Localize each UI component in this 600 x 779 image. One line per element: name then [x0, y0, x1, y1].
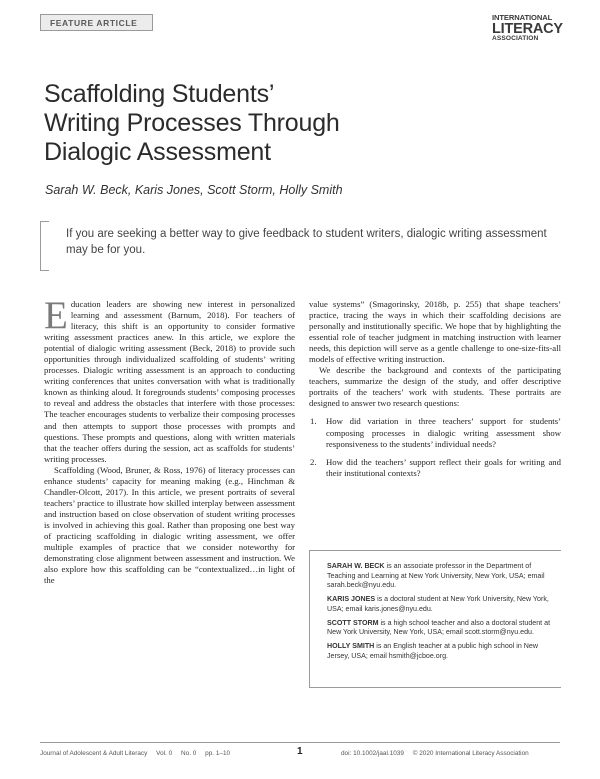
- author-bio-box: [309, 550, 561, 688]
- body-paragraph: [44, 294, 295, 465]
- author-bio: [327, 595, 561, 614]
- deck-bracket: [40, 221, 49, 271]
- author-bio: [327, 642, 561, 661]
- bio-name: SCOTT STORM: [327, 618, 379, 627]
- paragraph-text: ducation leaders are showing new interest in personalized learning and assessment (Barnum, 2018). For teachers of literacy, this shift is an opportunity to consider formative writing assessment practices anew. In this article, we explore the potential of dialogic writing assessment (Beck, 2018) to provide such opportunities through individualized scaffolding of students’ writing processes. Dialogic writing assessment is an approach to conducting writing conferences that unites conversation with what is traditionally known as thinking aloud. It foregrounds students’ composing processes to reveal and address the obstacles that interfere with those processes: The teacher encourages students to verbalize their composing processes and then attempts to support those processes with prompts and questions. These prompts and questions, along with written materials that the teacher offers during the session, act as scaffolds for students’ writing processes.: [44, 299, 295, 464]
- bio-text: is a doctoral student at New York University, New York, USA; email karis.jones@nyu.edu.: [327, 595, 549, 613]
- research-question: [309, 457, 561, 479]
- article-deck: If you are seeking a better way to give feedback to student writers, dialogic writing assessment may be for you.: [66, 228, 547, 256]
- bio-text: is a high school teacher and also a doctoral student at New York University, New York, USA; email scott.storm@nyu.edu.: [327, 618, 551, 637]
- section-label: FEATURE ARTICLE: [40, 14, 153, 31]
- research-question: [309, 416, 561, 449]
- logo-line-2: LITERACY: [492, 20, 563, 37]
- question-text: How did the teachers’ support reflect their goals for writing and their institutional contexts?: [326, 456, 561, 478]
- page-number: 1: [297, 746, 303, 757]
- bio-text: is an English teacher at a public high school in New Jersey, USA; email hsmith@jcboe.org.: [327, 641, 538, 660]
- question-number: 1.: [310, 416, 317, 427]
- bio-text: is an associate professor in the Department of Teaching and Learning at New York University, New York, USA; email sarah.beck@nyu.edu.: [327, 562, 545, 590]
- logo-line-1: INTERNATIONAL: [492, 13, 553, 22]
- bio-name: HOLLY SMITH: [327, 641, 375, 650]
- bio-name: SARAH W. BECK: [327, 562, 385, 570]
- ila-logo: [492, 14, 562, 43]
- logo-line-3: ASSOCIATION: [492, 35, 539, 43]
- title-line: Writing Processes Through: [44, 109, 340, 137]
- body-paragraph: We describe the background and contexts of the participating teachers, summarize the design of the study, and offer descriptive portraits of the teachers’ work with students. These portraits are designed to answer two research questions:: [309, 365, 561, 409]
- body-paragraph: value systems” (Smagorinsky, 2018b, p. 255) that shape teachers’ practice, tracing the ways in which their scaffolding decisions are personally and institutionally specific. We hope that by highlighting the essential role of teacher judgment in matching instruction with learner needs, this depiction will serve as a gentle challenge to one-size-fits-all models of effective writing instruction.: [309, 299, 561, 365]
- question-number: 2.: [310, 456, 317, 467]
- author-bio: [327, 619, 561, 638]
- drop-cap: E: [44, 294, 68, 337]
- page-footer: [40, 742, 560, 762]
- body-paragraph: Scaffolding (Wood, Bruner, & Ross, 1976) of literacy processes can enhance students’ capacity for meaning making (e.g., Hinchman & Chandler-Olcott, 2017). In this article, we present portraits of several teachers’ practice to illustrate how skilled interplay between assessment and instruction based on close observation of student writing processes is involved in achieving this goal. Rather than proposing one best way of practicing scaffolding in dialogic writing assessment, we offer multiple examples of practice that we consider noteworthy for demonstrating close alignment between assessment and instruction. We also explore how this scaffolding can be “contextualized…in light of the: [44, 464, 295, 586]
- article-title: [44, 80, 444, 167]
- title-line: Dialogic Assessment: [44, 138, 271, 166]
- author-list: Sarah W. Beck, Karis Jones, Scott Storm, Holly Smith: [45, 183, 343, 197]
- journal-citation: Journal of Adolescent & Adult Literacy Vol. 0 No. 0 pp. 1–10: [40, 750, 231, 757]
- title-line: Scaffolding Students’: [44, 80, 275, 108]
- body-column-right: [309, 299, 561, 479]
- body-column-left: [44, 294, 295, 586]
- author-bio: [327, 562, 561, 591]
- question-text: How did variation in three teachers’ support for students’ composing processes in dialogic writing assessment show responsiveness to the students’ individual needs?: [326, 416, 561, 449]
- bio-name: KARIS JONES: [327, 595, 376, 604]
- doi-copyright: doi: 10.1002/jaal.1039 © 2020 International Literacy Association: [341, 750, 529, 757]
